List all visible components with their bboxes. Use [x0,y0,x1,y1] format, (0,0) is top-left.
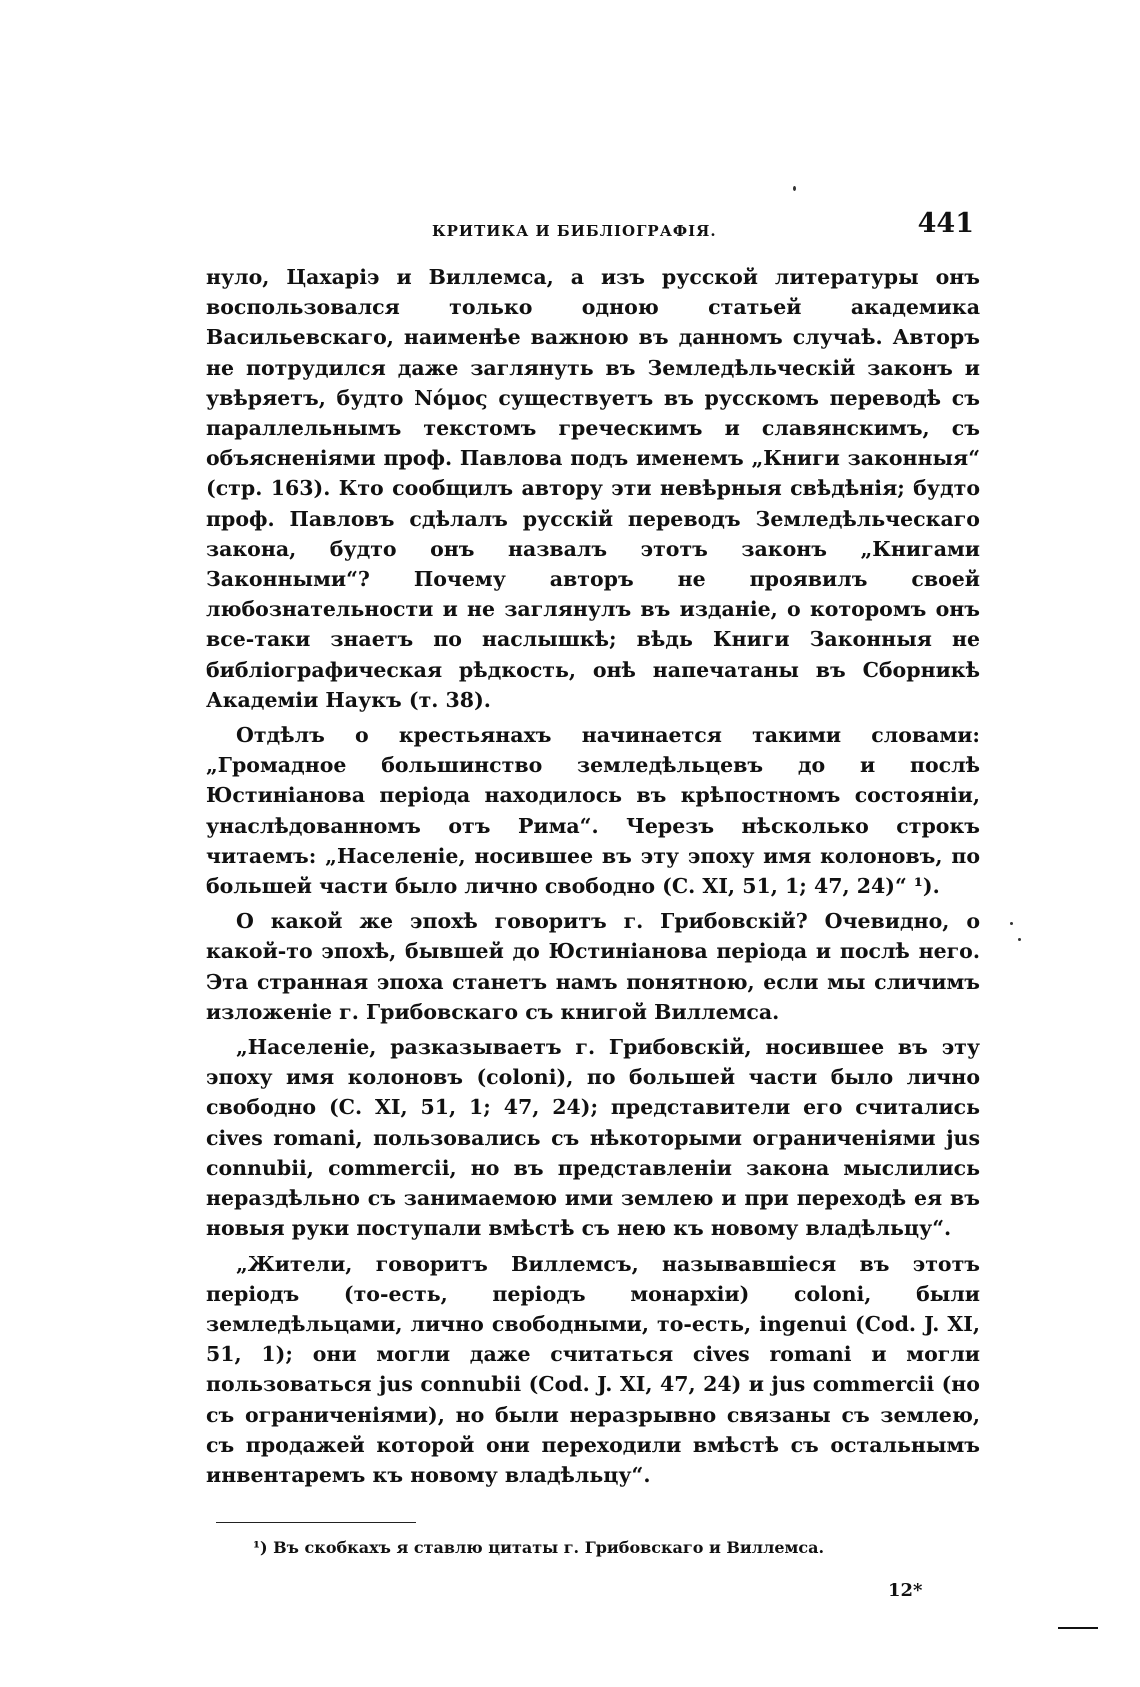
scan-speck [793,186,796,191]
page-number: 441 [917,208,974,239]
scan-speck [1010,922,1013,925]
body-text [206,262,980,1490]
paragraph: Отдѣлъ о крестьянахъ начинается такими словами: „Громадное большинство земледѣльцевъ до и послѣ Юстиніанова періода находилось въ крѣпостномъ состояніи, унаслѣдованномъ отъ Рима“. Черезъ нѣсколько строкъ читаемъ: „Населеніе, носившее въ эту эпоху имя колоновъ, по большей части было лично свободно (С. XI, 51, 1; 47, 24)“ ¹). [206,723,980,899]
paragraph: „Жители, говоритъ Виллемсъ, называвшіеся въ этотъ періодъ (то-есть, періодъ монархіи) coloni, были земледѣльцами, лично свободными, то-есть, ingenui (Cod. J. XI, 51, 1); они могли даже считаться cives romani и могли пользоваться jus connubii (Cod. J. XI, 47, 24) и jus commercii (но съ ограниченіями), но были неразрывно связаны съ землею, съ продажей которой они переходили вмѣстѣ съ остальнымъ инвентаремъ къ новому владѣльцу“. [206,1251,980,1487]
footnote: ¹) Въ скобкахъ я ставлю цитаты г. Грибовскаго и Виллемса. [253,1538,825,1557]
page-header [206,208,980,248]
signature-mark: 12* [888,1580,923,1601]
footnote-divider [216,1522,416,1523]
paragraph: нуло, Цахаріэ и Виллемса, а изъ русской литературы онъ воспользовался только одною статьей академика Васильевскаго, наименѣе важною въ данномъ случаѣ. Авторъ не потрудился даже заглянуть въ Земледѣльческій законъ и увѣряетъ, будто Νόμος существуетъ въ русскомъ переводѣ съ параллельнымъ текстомъ греческимъ и славянскимъ, съ объясненіями проф. Павлова подъ именемъ „Книги законныя“ (стр. 163). Кто сообщилъ автору эти невѣрныя свѣдѣнія; будто проф. Павловъ сдѣлалъ русскій переводъ Земледѣльческаго закона, будто онъ назвалъ этотъ законъ „Книгами Законными“? Почему авторъ не проявилъ своей любознательности и не заглянулъ въ изданіе, о которомъ онъ все-таки знаетъ по наслышкѣ; вѣдь Книги Законныя не библіографическая рѣдкость, онѣ напечатаны въ Сборникѣ Академіи Наукъ (т. 38). [206,265,980,712]
scan-speck [1018,938,1021,941]
paragraph: О какой же эпохѣ говоритъ г. Грибовскій? Очевидно, о какой-то эпохѣ, бывшей до Юстиніанова періода и послѣ него. Эта странная эпоха станетъ намъ понятною, если мы сличимъ изложеніе г. Грибовскаго съ книгой Виллемса. [206,909,980,1024]
paragraph: „Населеніе, разказываетъ г. Грибовскій, носившее въ эту эпоху имя колоновъ (coloni), по большей части было лично свободно (С. XI, 51, 1; 47, 24); представители его считались cives romani, пользовались съ нѣкоторыми ограниченіями jus connubii, commercii, но въ представленіи закона мыслились нераздѣльно съ занимаемою ими землею и при переходѣ ея въ новыя руки поступали вмѣстѣ съ нею къ новому владѣльцу“. [206,1035,980,1241]
margin-dash [1058,1627,1098,1629]
running-title: КРИТИКА И БИБЛІОГРАФІЯ. [432,222,717,240]
